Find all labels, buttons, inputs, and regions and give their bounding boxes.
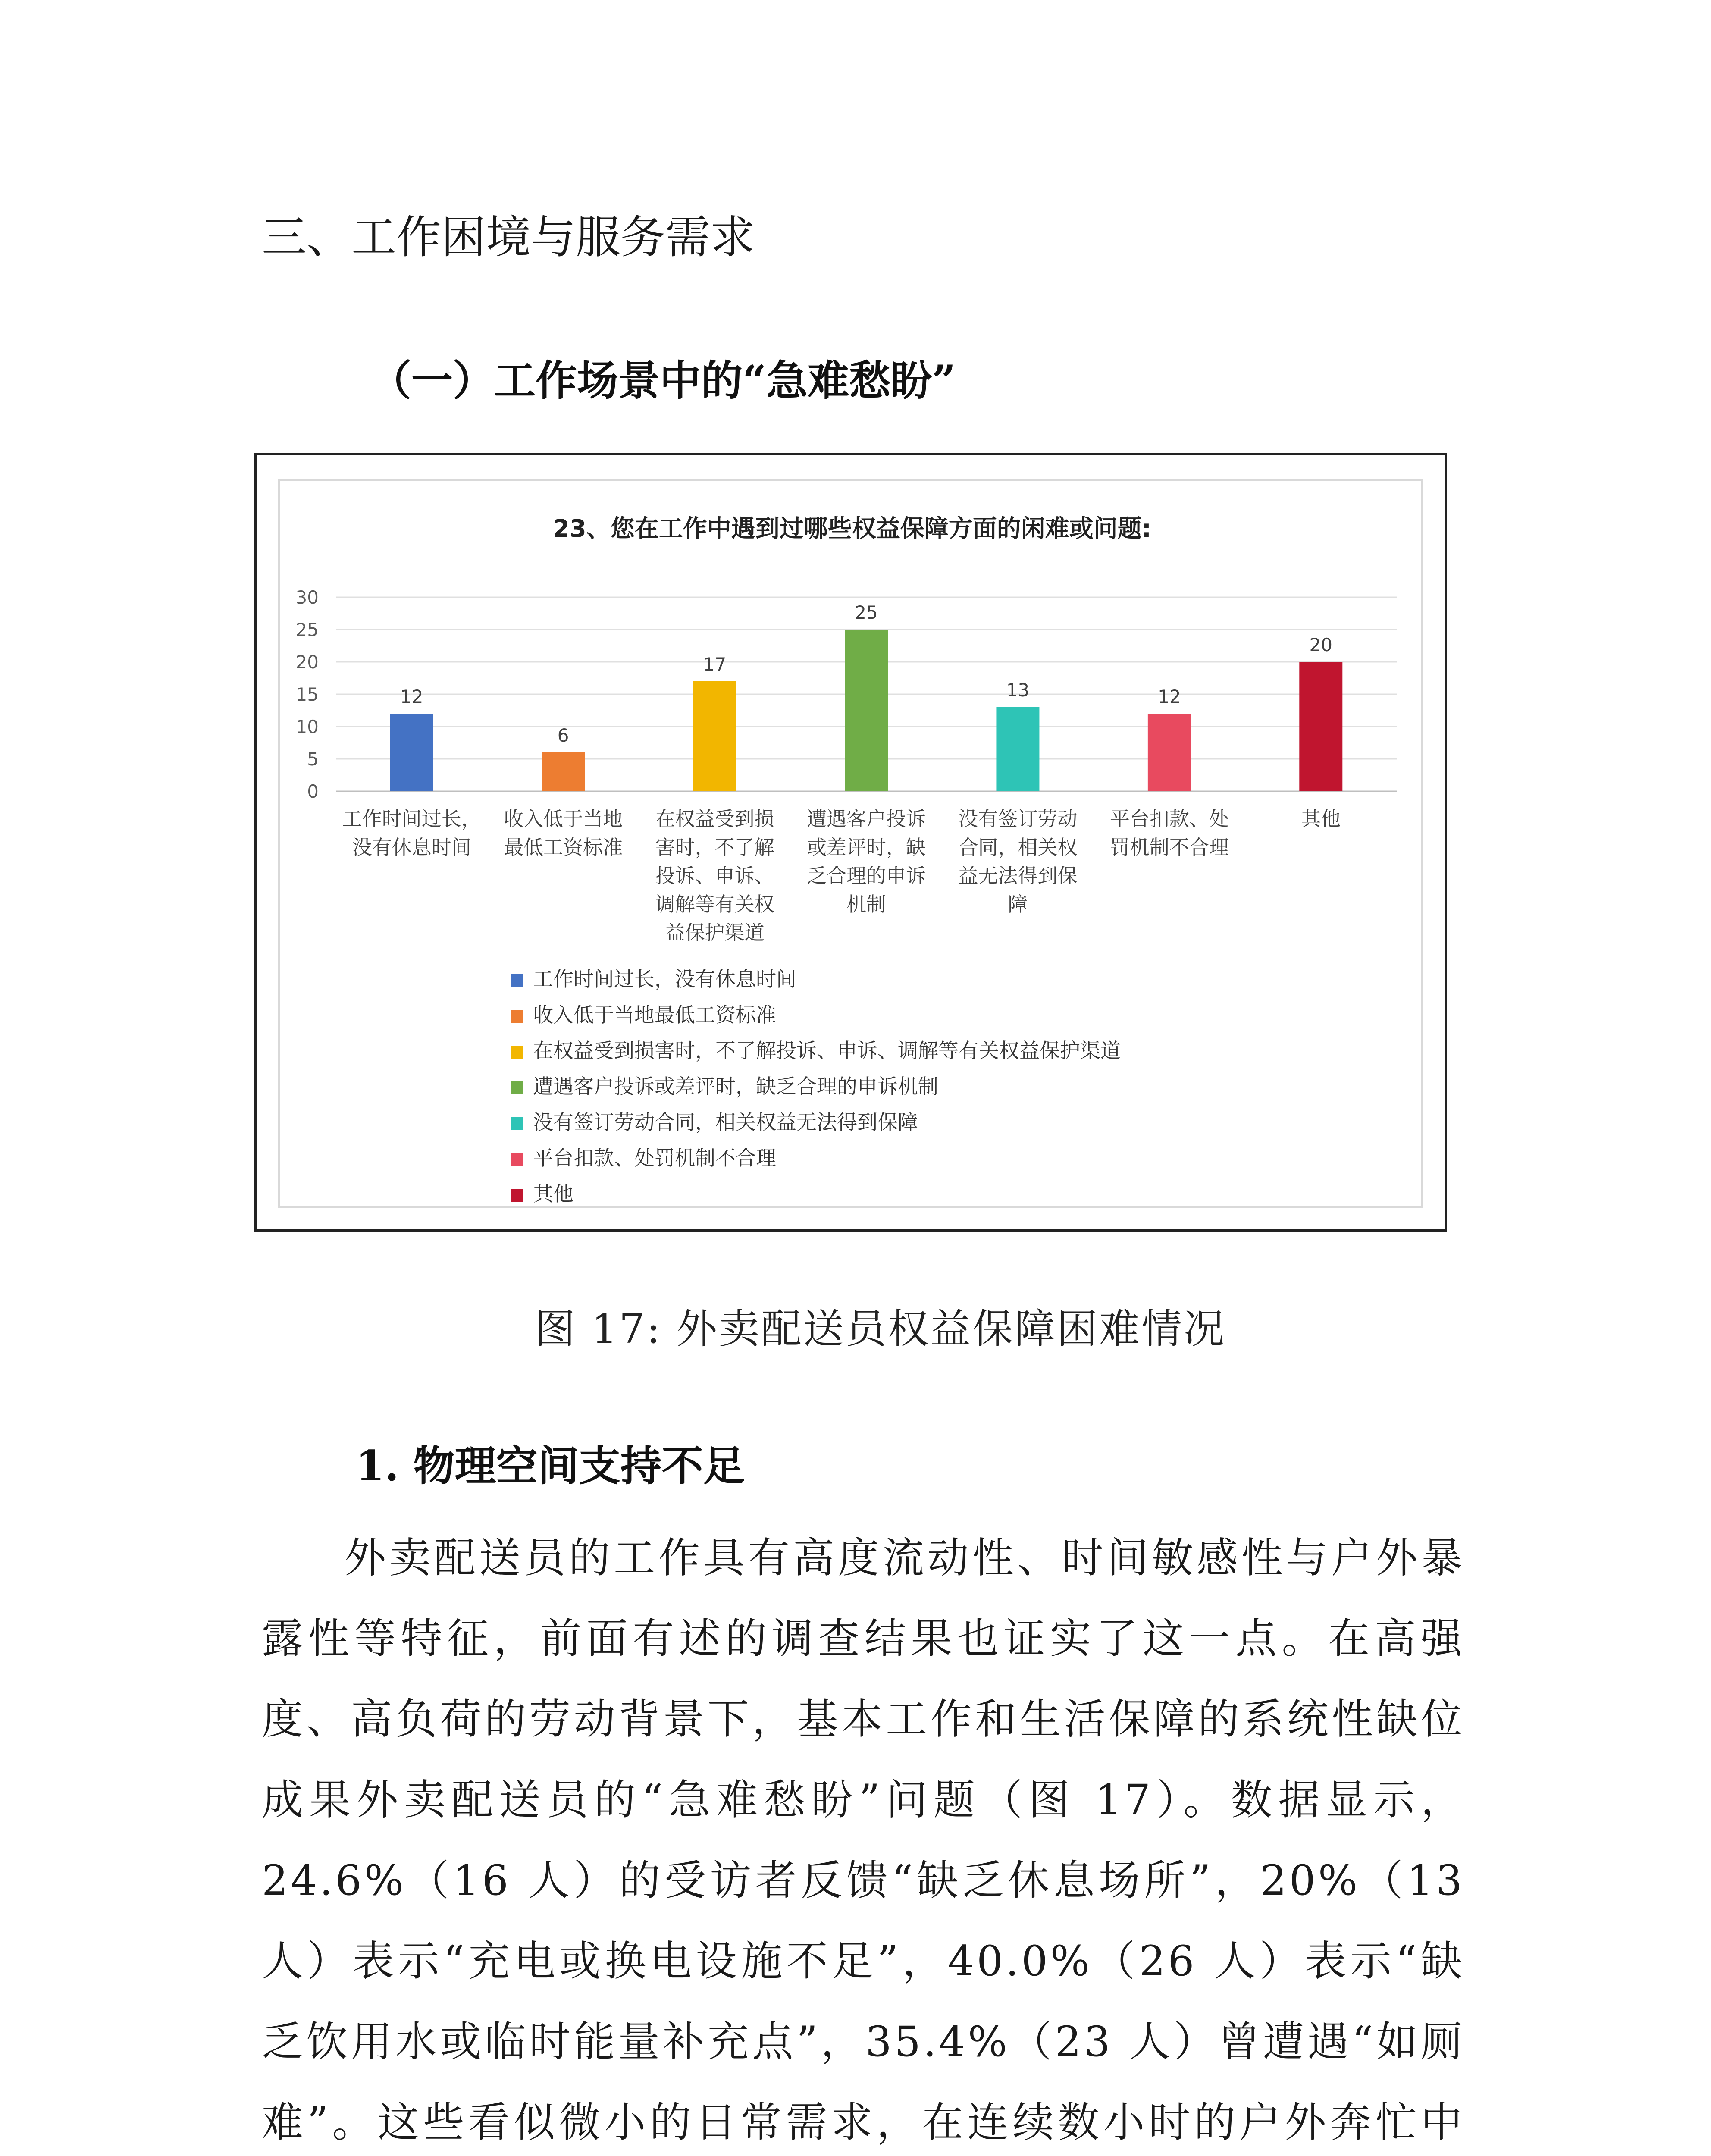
bar <box>693 681 736 791</box>
figure-frame <box>254 453 1447 1232</box>
bar <box>542 752 585 791</box>
figure-caption: 图 17: 外卖配送员权益保障困难情况 <box>535 1306 1226 1353</box>
item-heading: 1. 物理空间支持不足 <box>356 1442 745 1490</box>
legend-label: 在权益受到损害时，不了解投诉、申诉、调解等有关权益保护渠道 <box>533 1039 1121 1063</box>
x-tick-label-line: 机制 <box>846 893 886 916</box>
legend-item <box>511 1033 1373 1069</box>
legend-label: 收入低于当地最低工资标准 <box>533 1003 776 1027</box>
y-tick-label: 10 <box>295 716 319 737</box>
x-tick-label-line: 收入低于当地 <box>504 807 623 830</box>
legend-item <box>511 1176 1373 1212</box>
legend-swatch-icon <box>511 1117 523 1130</box>
bar <box>845 630 888 791</box>
legend-item <box>511 962 1373 997</box>
x-tick-label-line: 其他 <box>1301 807 1341 830</box>
y-tick-label: 0 <box>307 781 319 802</box>
x-tick-label-line: 没有签订劳动 <box>958 807 1078 830</box>
x-tick-label-line: 遭遇客户投诉 <box>807 807 926 830</box>
data-label: 17 <box>703 654 727 675</box>
section-heading: 三、工作困境与服务需求 <box>262 211 755 263</box>
subsection-heading: （一）工作场景中的“急难愁盼” <box>370 356 956 405</box>
data-label: 6 <box>557 725 569 746</box>
y-tick-label: 20 <box>295 652 319 673</box>
legend-item <box>511 1141 1373 1176</box>
x-tick-label <box>655 807 774 944</box>
x-tick-label-line: 投诉、申诉、 <box>655 864 774 887</box>
x-tick-label-line: 害时，不了解 <box>655 836 774 859</box>
data-label: 12 <box>1158 686 1181 707</box>
y-tick-label: 30 <box>295 587 319 608</box>
x-tick-label <box>958 807 1077 916</box>
x-tick-label-line: 罚机制不合理 <box>1109 836 1229 859</box>
bar <box>390 714 433 791</box>
x-tick-label-line: 合同，相关权 <box>958 836 1078 859</box>
x-tick-label-line: 平台扣款、处 <box>1109 807 1229 830</box>
x-tick-label <box>807 807 926 916</box>
legend-item <box>511 997 1373 1033</box>
legend-swatch-icon <box>511 1046 523 1059</box>
data-label: 12 <box>400 686 423 707</box>
x-tick-label <box>1110 807 1229 859</box>
data-label: 25 <box>855 602 878 623</box>
legend-swatch-icon <box>511 974 523 987</box>
legend-swatch-icon <box>511 1189 523 1202</box>
x-tick-label-line: 障 <box>1008 893 1028 916</box>
x-tick-label-line: 在权益受到损 <box>655 807 774 830</box>
y-tick-label: 5 <box>307 749 319 770</box>
data-label: 13 <box>1006 680 1030 701</box>
legend-label: 工作时间过长，没有休息时间 <box>533 968 796 991</box>
y-tick-label: 15 <box>295 684 319 705</box>
x-tick-label-line: 工作时间过长， <box>342 807 481 830</box>
body-paragraph: 外卖配送员的工作具有高度流动性、时间敏感性与户外暴露性等特征，前面有述的调查结果也证实了这一点。在高强度、高负荷的劳动背景下，基本工作和生活保障的系统性缺位成果外卖配送员的“急难愁盼”问题（图 17）。数据显示，24.6%（16 人）的受访者反馈“缺乏休息场所”，20%（13 人）表示“充电或换电设施不足”，40.0%（26 人）表示“缺乏饮用水或临时能量补充点”，35.4%（23 人）曾遭遇“如厕难”。这些看似微小的日常需求，在连续数小时的户外奔忙中 <box>262 1534 1465 2147</box>
legend-swatch-icon <box>511 1153 523 1166</box>
legend-swatch-icon <box>511 1081 523 1094</box>
x-tick-label <box>342 807 481 859</box>
x-tick-label-line: 益无法得到保 <box>958 864 1078 887</box>
y-tick-label: 25 <box>295 619 319 640</box>
bar <box>1148 714 1191 791</box>
chart-area <box>278 479 1423 1208</box>
x-tick-label-line: 益保护渠道 <box>665 921 765 944</box>
x-tick-label-line: 调解等有关权 <box>655 893 774 916</box>
bar <box>996 707 1039 791</box>
x-tick-label-line: 最低工资标准 <box>504 836 623 859</box>
x-tick-label-line: 乏合理的申诉 <box>807 864 926 887</box>
legend-label: 其他 <box>533 1182 573 1206</box>
legend-label: 平台扣款、处罚机制不合理 <box>533 1147 776 1170</box>
chart-legend <box>511 962 1373 1212</box>
x-tick-label-line: 或差评时，缺 <box>807 836 926 859</box>
legend-swatch-icon <box>511 1010 523 1023</box>
bar <box>1299 662 1342 791</box>
data-label: 20 <box>1309 634 1333 655</box>
x-tick-label <box>504 807 623 859</box>
legend-item <box>511 1069 1373 1105</box>
x-tick-label-line: 没有休息时间 <box>352 836 471 859</box>
legend-label: 遭遇客户投诉或差评时，缺乏合理的申诉机制 <box>533 1075 938 1099</box>
x-tick-label <box>1301 807 1341 830</box>
legend-label: 没有签订劳动合同，相关权益无法得到保障 <box>533 1111 918 1134</box>
legend-item <box>511 1105 1373 1141</box>
chart-title: 23、您在工作中遇到过哪些权益保障方面的闲难或问题: <box>552 515 1152 543</box>
